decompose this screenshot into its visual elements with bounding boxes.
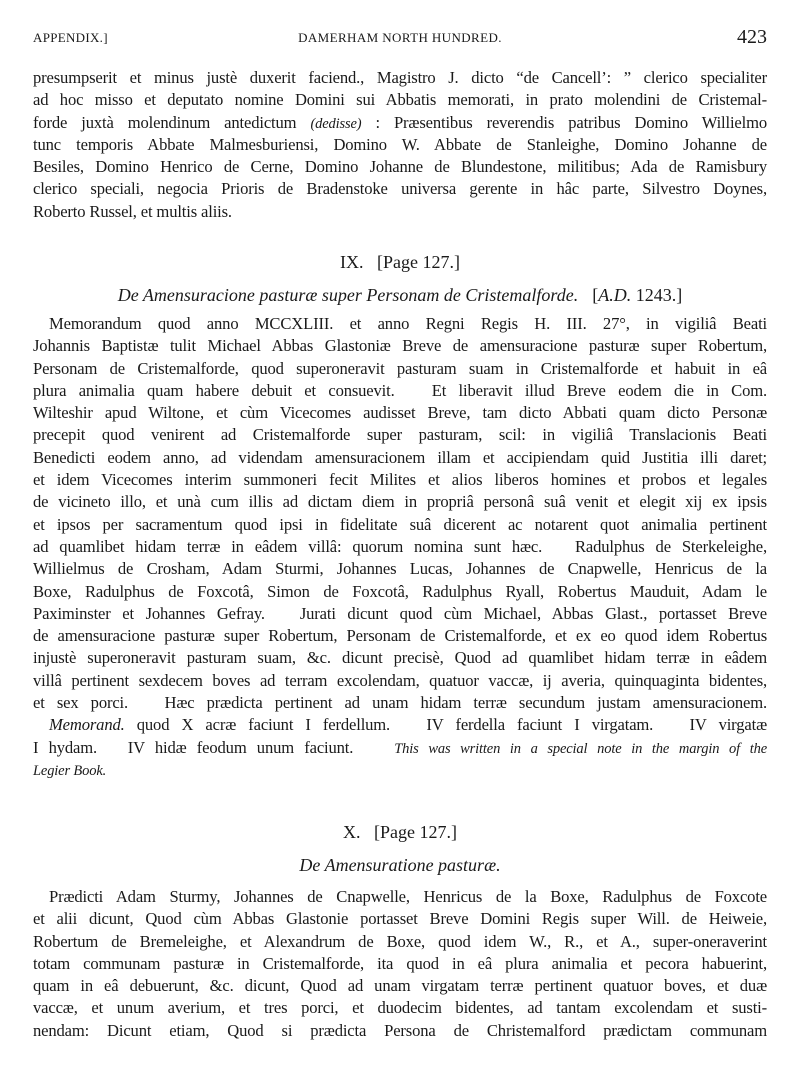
text-fragment: I hydam. IV hidæ feodum unum faciunt.	[33, 737, 354, 757]
text-line: Willielmus de Crosham, Adam Sturmi, Johannes Lucas, Johannes de Cnapwelle, Henricus de la	[33, 559, 767, 579]
text-line: et sex porci. Hæc prædicta pertinent ad unam hidam terræ secundum justam amensuracionem.	[33, 693, 767, 713]
text-line: tunc temporis Abbate Malmesburiensi, Domino W. Abbate de Stanleighe, Domino Johanne de	[33, 134, 767, 154]
section-x-title	[33, 855, 767, 876]
text-line: et ipsos per sacramentum quod ipsi in fidelitate suâ dicerent ac notarent quot animalia pertinent	[33, 514, 767, 534]
section-ix-title-text: De Amensuracione pasturæ super Personam de Cristemalforde.	[117, 285, 579, 305]
memorand-label: Memorand.	[49, 715, 125, 735]
page-number: 423	[737, 26, 767, 48]
memorand-line	[33, 737, 767, 759]
text-line: Robertum de Bremeleighe, et Alexandrum de Boxe, quod idem W., R., et A., super-oneraverint	[33, 931, 767, 951]
text-line: de vicineto illo, et unà cum illis ad dictam diem in propriâ personâ suâ venit et elegit xij ex ipsis	[33, 492, 767, 512]
section-x-paragraph	[33, 886, 767, 1042]
text-line: plura animalia quam habere debuit et consuevit. Et liberavit illud Breve eodem die in Com.	[33, 380, 767, 400]
section-x-title-text: De Amensuratione pasturæ.	[299, 855, 501, 875]
text-line: Paximinster et Johannes Gefray. Jurati dicunt quod cùm Michael, Abbas Glast., portasset Breve	[33, 603, 767, 623]
text-line: Personam de Cristemalforde, quod superoneravit pasturam suam in Cristemalforde et habuit in eâ	[33, 358, 767, 378]
text-line: Memorandum quod anno MCCXLIII. et anno Regni Regis H. III. 27°, in vigiliâ Beati	[49, 314, 767, 333]
text-line: de amensuracione pasturæ super Robertum, Personam de Cristemalforde, et ex eo quod idem Robertus	[33, 626, 767, 646]
text-line	[33, 112, 767, 134]
running-head	[33, 28, 767, 52]
text-line: clerico speciali, negocia Prioris de Bradenstoke universa gerente in hâc parte, Silvestro Doynes,	[33, 179, 767, 199]
text-line: Roberto Russel, et multis aliis.	[33, 201, 232, 221]
text-fragment: quod X acræ faciunt I ferdellum. IV ferdella faciunt I virgatam. IV virgatæ	[124, 715, 767, 735]
text-line: Boxe, Radulphus de Foxcotâ, Simon de Foxcotâ, Radulphus Ryall, Robertus Mauduit, Adam le	[33, 581, 767, 601]
text-line: presumpserit et minus justè duxerit faciend., Magistro J. dicto “de Cancell’: ” clerico specialiter	[33, 68, 767, 87]
section-ix-date: [A.D. 1243.]	[592, 285, 683, 305]
text-line: villâ pertinent sexdecem boves ad terram excolendam, quatuor vaccæ, ij averia, quinquaginta bidentes,	[33, 670, 767, 690]
memorand-line	[33, 714, 767, 736]
text-fragment: forde juxtà molendinum antedictum	[33, 112, 311, 132]
text-line: nendam: Dicunt etiam, Quod si prædicta Persona de Christemalford prædictam communam	[33, 1020, 767, 1040]
text-line: et idem Vicecomes interim summoneri fecit Milites et alios liberos homines et probos et legales	[33, 470, 767, 490]
margin-note: This was written in a special note in the margin of the	[394, 740, 767, 757]
section-x-heading: X. [Page 127.]	[343, 822, 457, 842]
text-line: et alii dicunt, Quod cùm Abbas Glastonie portasset Breve Domini Regis super Will. de Heiweie,	[33, 909, 767, 929]
running-head-title: DAMERHAM NORTH HUNDRED.	[298, 30, 502, 45]
text-line: Wilteshir apud Wiltone, et cùm Vicecomes audisset Breve, tam dicto Abbati quam dicto Personæ	[33, 403, 767, 423]
margin-note: Legier Book.	[33, 762, 107, 779]
text-line: Benedicti eodem anno, ad videndam amensuracionem illam et accipiendam quid Justitia illi daret;	[33, 447, 767, 467]
text-line: quam in eâ debuerunt, &c. dicunt, Quod ad unam virgatam terræ pertinent quatuor boves, et duæ	[33, 976, 767, 996]
text-line: precepit quod venirent ad Cristemalforde super pasturam, scil: in vigiliâ Translacionis Beati	[33, 425, 767, 445]
memorand-line	[33, 759, 767, 781]
text-line: injustè superoneravit pasturam suam, &c. dicunt precisè, Quod ad quamlibet hidam terræ in eâdem	[33, 648, 767, 668]
intro-paragraph	[33, 67, 767, 223]
text-fragment: : Præsentibus reverendis patribus Domino Willielmo	[361, 112, 767, 132]
text-line: ad hoc misso et deputato nomine Domini sui Abbatis memorati, in prato molendini de Cristemal-	[33, 90, 767, 110]
italic-insertion: (dedisse)	[310, 115, 362, 132]
text-line: ad quamlibet hidam terræ in eâdem villâ: quorum nomina sunt hæc. Radulphus de Sterkeleighe,	[33, 536, 767, 556]
section-ix-heading: IX. [Page 127.]	[340, 252, 460, 272]
text-line: Besiles, Domino Henrico de Cerne, Domino Johanne de Blundestone, militibus; Ada de Ramisbury	[33, 157, 767, 177]
section-ix-paragraph	[33, 313, 767, 781]
running-head-section: APPENDIX.]	[33, 30, 108, 45]
text-line: totam communam pasturæ in Cristemalforde, ita quod in eâ plura animalia et pecora habuerint,	[33, 953, 767, 973]
text-line: Prædicti Adam Sturmy, Johannes de Cnapwelle, Henricus de la Boxe, Radulphus de Foxcote	[49, 887, 767, 906]
text-line: vaccæ, et unum averium, et tres porci, et duodecim bidentes, ad tantam excolendam et susti-	[33, 998, 767, 1018]
text-line: Johannis Baptistæ tulit Michael Abbas Glastoniæ Breve de amensuracione pasturæ super Robertum,	[33, 336, 767, 356]
section-ix-title	[33, 285, 767, 306]
